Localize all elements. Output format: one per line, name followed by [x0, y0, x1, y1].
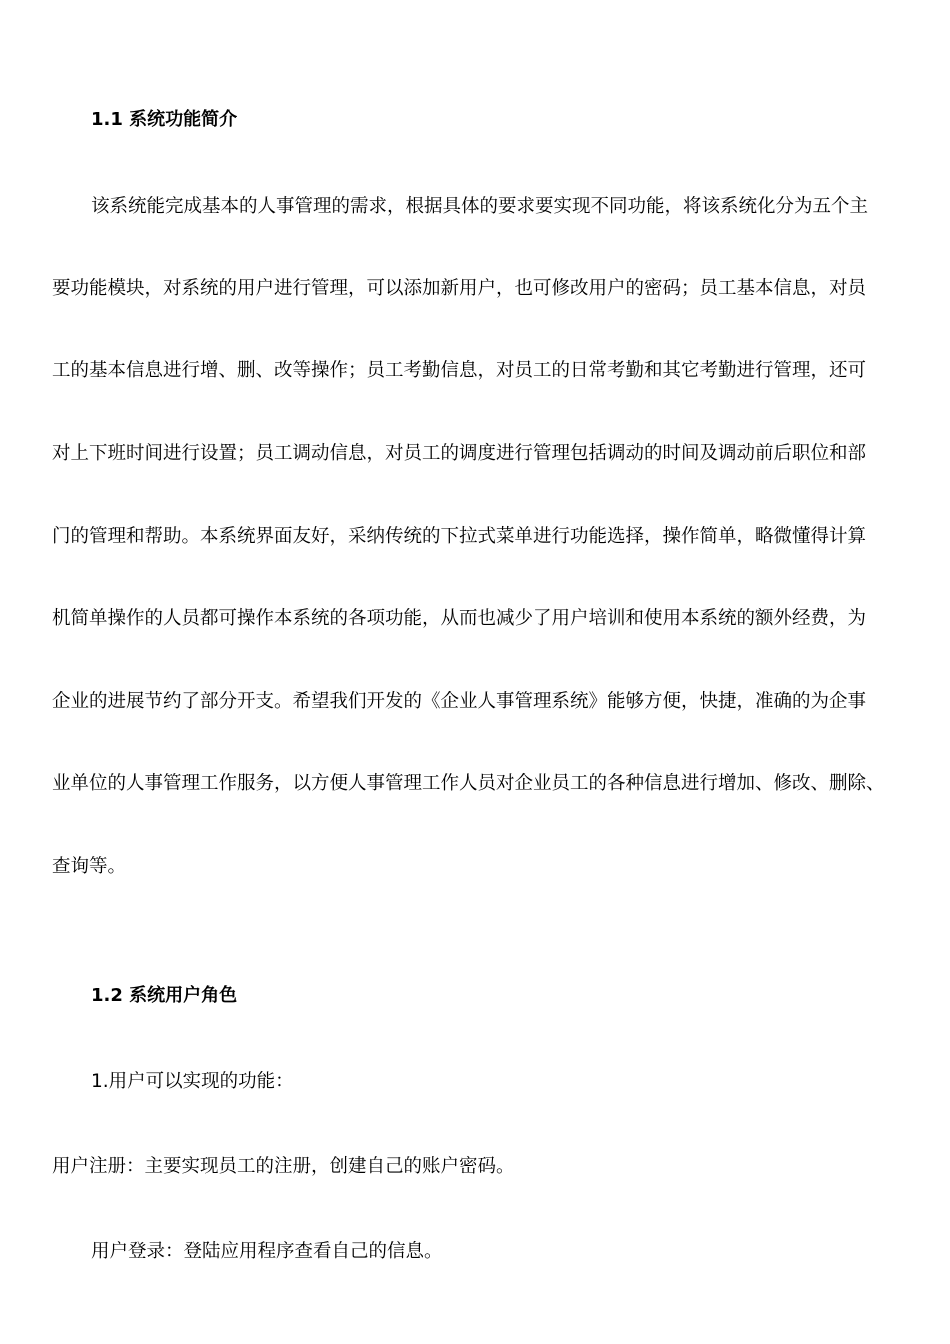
- role-intro: 1.用户可以实现的功能：: [91, 1071, 294, 1092]
- role-item-login: 用户登录：登陆应用程序查看自己的信息。: [91, 1241, 443, 1262]
- paragraph-line: 要功能模块，对系统的用户进行管理，可以添加新用户，也可修改用户的密码；员工基本信息，对员: [52, 278, 867, 299]
- paragraph-line: 机简单操作的人员都可操作本系统的各项功能，从而也减少了用户培训和使用本系统的额外经费，为: [52, 608, 867, 629]
- section-heading-1-2: 1.2 系统用户角色: [91, 985, 238, 1006]
- paragraph-line: 企业的进展节约了部分开支。希望我们开发的《企业人事管理系统》能够方便，快捷，准确的为企事: [52, 691, 867, 712]
- paragraph-line: 门的管理和帮助。本系统界面友好，采纳传统的下拉式菜单进行功能选择，操作简单，略微懂得计算: [52, 526, 867, 547]
- paragraph-line: 该系统能完成基本的人事管理的需求，根据具体的要求要实现不同功能，将该系统化分为五个主: [91, 196, 869, 217]
- paragraph-line: 工的基本信息进行增、删、改等操作；员工考勤信息，对员工的日常考勤和其它考勤进行管理，还可: [52, 360, 867, 381]
- role-item-register: 用户注册：主要实现员工的注册，创建自己的账户密码。: [52, 1156, 515, 1177]
- paragraph-line: 业单位的人事管理工作服务，以方便人事管理工作人员对企业员工的各种信息进行增加、修改、删除、: [52, 773, 885, 794]
- paragraph-line: 对上下班时间进行设置；员工调动信息，对员工的调度进行管理包括调动的时间及调动前后职位和部: [52, 443, 867, 464]
- section-heading-1-1: 1.1 系统功能简介: [91, 109, 238, 130]
- paragraph-line: 查询等。: [52, 856, 127, 877]
